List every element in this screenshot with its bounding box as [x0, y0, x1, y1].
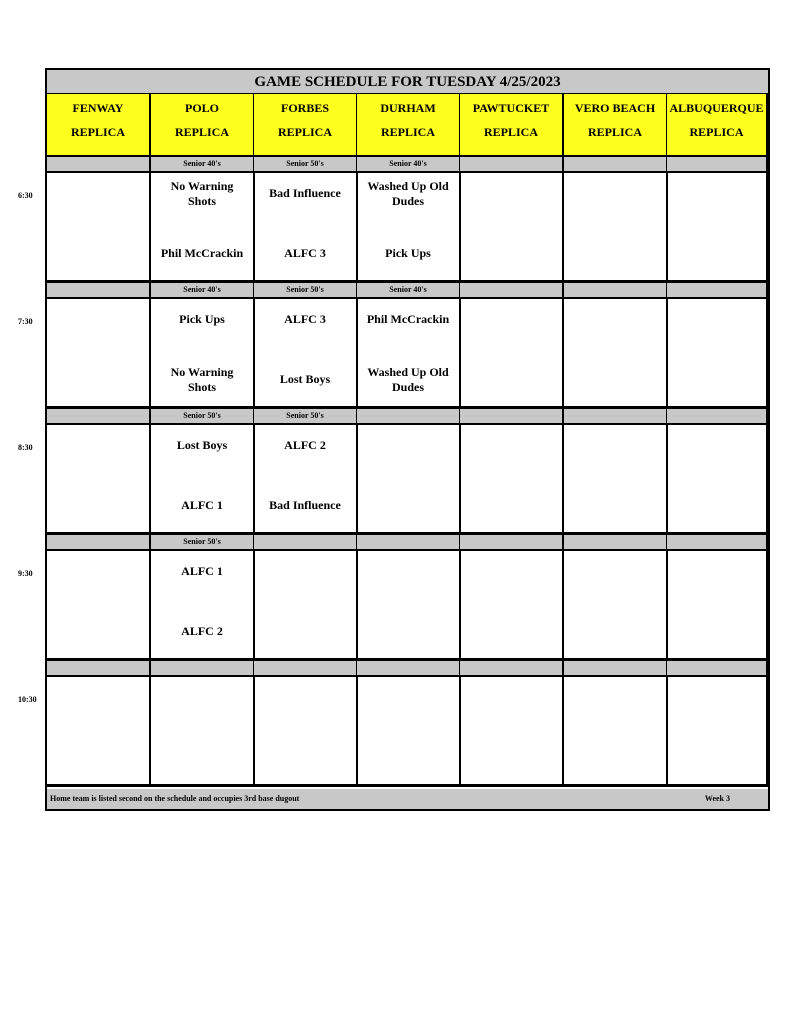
away-team: ALFC 1: [181, 564, 223, 578]
division-label: [667, 283, 768, 299]
game-cell: [667, 299, 768, 409]
game-cell: [564, 173, 668, 283]
division-label: [47, 409, 151, 425]
division-label: Senior 50's: [254, 283, 358, 299]
division-label: Senior 50's: [151, 535, 255, 551]
division-label: [460, 535, 564, 551]
field-header: [667, 94, 768, 157]
field-sub: REPLICA: [70, 125, 125, 139]
week-label: Week 3: [704, 794, 730, 803]
division-label: Senior 50's: [151, 409, 255, 425]
field-header: [151, 94, 255, 157]
away-team: Lost Boys: [176, 438, 228, 452]
division-label: [460, 283, 564, 299]
home-team: ALFC 1: [181, 498, 223, 512]
home-team: Washed Up Old Dudes: [367, 365, 449, 394]
field-sub: REPLICA: [689, 125, 744, 139]
away-team: ALFC 3: [284, 312, 326, 326]
game-cell: [254, 173, 358, 283]
game-cell: [151, 551, 255, 661]
schedule-table: [45, 68, 770, 811]
home-team: Bad Influence: [269, 498, 341, 512]
field-sub: REPLICA: [380, 125, 435, 139]
game-cell: [564, 677, 668, 787]
division-label: [47, 535, 151, 551]
field-name: FORBES: [280, 101, 329, 115]
home-team: Phil McCrackin: [160, 246, 244, 260]
game-cell: [47, 299, 151, 409]
division-label: Senior 50's: [254, 409, 358, 425]
away-team: Bad Influence: [269, 186, 341, 200]
game-cell: [357, 425, 461, 535]
time-label: 7:30: [18, 317, 33, 326]
division-label: [564, 535, 668, 551]
home-team: Lost Boys: [279, 372, 331, 386]
game-cell: [151, 425, 255, 535]
division-label: [460, 157, 564, 173]
game-cell: [667, 425, 768, 535]
division-label: [47, 157, 151, 173]
game-cell: [254, 677, 358, 787]
division-label: [254, 535, 358, 551]
division-label: [254, 661, 358, 677]
game-cell: [667, 173, 768, 283]
schedule-title: GAME SCHEDULE FOR TUESDAY 4/25/2023: [47, 70, 768, 95]
division-label: [357, 661, 461, 677]
away-team: Phil McCrackin: [366, 312, 450, 326]
footer-note: Home team is listed second on the schedule and occupies 3rd base dugout: [50, 794, 300, 803]
time-label: 8:30: [18, 443, 33, 452]
field-sub: REPLICA: [174, 125, 229, 139]
game-cell: [357, 299, 461, 409]
time-label: 9:30: [18, 569, 33, 578]
division-label: Senior 40's: [357, 157, 461, 173]
schedule-footer: [47, 789, 768, 809]
game-cell: [564, 425, 668, 535]
home-team: No Warning Shots: [170, 365, 234, 394]
field-name: VERO BEACH: [574, 101, 656, 115]
away-team: No Warning Shots: [170, 179, 234, 208]
game-cell: [254, 299, 358, 409]
away-team: Washed Up Old Dudes: [367, 179, 449, 208]
division-label: Senior 40's: [151, 283, 255, 299]
game-cell: [47, 173, 151, 283]
division-label: [47, 661, 151, 677]
game-cell: [357, 677, 461, 787]
game-cell: [460, 677, 564, 787]
field-name: DURHAM: [380, 101, 436, 115]
game-cell: [564, 551, 668, 661]
division-label: [357, 409, 461, 425]
field-name: POLO: [184, 101, 219, 115]
game-cell: [460, 425, 564, 535]
division-label: [151, 661, 255, 677]
home-team: Pick Ups: [385, 246, 431, 260]
game-cell: [47, 425, 151, 535]
division-label: [667, 157, 768, 173]
game-cell: [151, 677, 255, 787]
field-name: PAWTUCKET: [472, 101, 550, 115]
field-sub: REPLICA: [277, 125, 332, 139]
away-team: Pick Ups: [179, 312, 225, 326]
field-header: [47, 94, 151, 157]
game-cell: [254, 425, 358, 535]
division-label: [667, 661, 768, 677]
division-label: [564, 661, 668, 677]
game-cell: [151, 173, 255, 283]
field-header: [564, 94, 668, 157]
field-header: [357, 94, 461, 157]
division-label: [564, 157, 668, 173]
game-cell: [564, 299, 668, 409]
field-header: [460, 94, 564, 157]
field-sub: REPLICA: [587, 125, 642, 139]
division-label: Senior 40's: [357, 283, 461, 299]
division-label: [667, 409, 768, 425]
game-cell: [667, 677, 768, 787]
field-header: [254, 94, 358, 157]
game-cell: [47, 677, 151, 787]
field-name: FENWAY: [72, 101, 124, 115]
division-label: [357, 535, 461, 551]
time-label: 6:30: [18, 191, 33, 200]
game-cell: [460, 299, 564, 409]
division-label: [460, 409, 564, 425]
division-label: [47, 283, 151, 299]
game-cell: [47, 551, 151, 661]
game-cell: [460, 173, 564, 283]
division-label: Senior 50's: [254, 157, 358, 173]
division-label: [564, 409, 668, 425]
division-label: [564, 283, 668, 299]
division-label: [667, 535, 768, 551]
division-label: Senior 40's: [151, 157, 255, 173]
field-sub: REPLICA: [483, 125, 538, 139]
time-label: 10:30: [18, 695, 37, 704]
game-cell: [460, 551, 564, 661]
home-team: ALFC 2: [181, 624, 223, 638]
game-cell: [151, 299, 255, 409]
field-name: ALBUQUERQUE: [669, 101, 764, 115]
home-team: ALFC 3: [284, 246, 326, 260]
game-cell: [357, 551, 461, 661]
game-cell: [357, 173, 461, 283]
division-label: [460, 661, 564, 677]
game-cell: [254, 551, 358, 661]
away-team: ALFC 2: [284, 438, 326, 452]
game-cell: [667, 551, 768, 661]
